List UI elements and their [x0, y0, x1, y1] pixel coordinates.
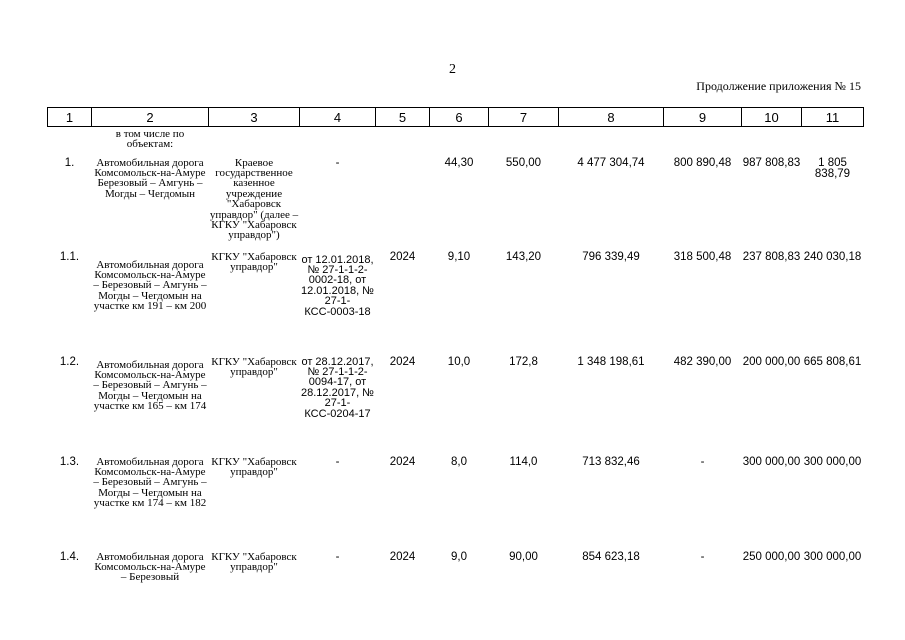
document-ref: - [335, 550, 340, 563]
col-8-value: 1 348 198,61 [577, 355, 645, 368]
col-7-value: 172,8 [509, 355, 538, 368]
col-11-value: 300 000,00 [803, 455, 862, 468]
document-ref: от 28.12.2017, № 27-1-1-2-0094-17, от 28.12.2017, № 27-1-КСС-0204-17 [301, 355, 374, 420]
table-row [48, 252, 864, 357]
col-6-value: 10,0 [447, 355, 471, 368]
header-cell: 9 [664, 108, 742, 127]
customer: КГКУ "Хабаровск управдор" [211, 455, 297, 478]
row-number: 1.4. [59, 550, 80, 563]
subheader-label: в том числе по объектам: [115, 128, 185, 151]
year [376, 153, 430, 252]
col-9-value: - [700, 550, 705, 563]
document-ref: - [335, 156, 340, 169]
col-10-value: 987 808,83 [742, 156, 801, 169]
header-cell: 1 [48, 108, 92, 127]
row-number: 1.1. [59, 250, 80, 263]
year: 2024 [389, 250, 416, 263]
table-row [48, 153, 864, 252]
object-name: Автомобильная дорога Комсомольск-на-Амуре – Березовый – Амгунь – Могды – Чегдомын на участке км 165 – км 174 [93, 358, 207, 413]
document-ref: - [335, 455, 340, 468]
col-8-value: 854 623,18 [582, 550, 640, 563]
col-8-value: 796 339,49 [582, 250, 640, 263]
col-9-value: 482 390,00 [673, 355, 732, 368]
col-10-value: 250 000,00 [742, 550, 801, 563]
customer: КГКУ "Хабаровск управдор" [211, 250, 297, 273]
row-number: 1.3. [59, 455, 80, 468]
table-row [48, 552, 864, 602]
year: 2024 [389, 355, 416, 368]
col-10-value: 200 000,00 [742, 355, 801, 368]
header-cell: 5 [376, 108, 430, 127]
subheader-row [48, 127, 864, 153]
header-cell: 7 [489, 108, 559, 127]
table-row [48, 457, 864, 552]
header-cell: 3 [209, 108, 300, 127]
col-11-value: 665 808,61 [803, 355, 862, 368]
customer: КГКУ "Хабаровск управдор" [211, 550, 297, 573]
page-number: 2 [449, 62, 456, 77]
row-number: 1.2. [59, 355, 80, 368]
col-7-value: 550,00 [505, 156, 542, 169]
col-9-value: 318 500,48 [673, 250, 732, 263]
col-8-value: 713 832,46 [582, 455, 640, 468]
col-7-value: 114,0 [509, 455, 538, 468]
col-6-value: 9,0 [451, 550, 467, 563]
header-cell: 11 [802, 108, 864, 127]
object-name: Автомобильная дорога Комсомольск-на-Амуре – Березовый – Амгунь – Могды – Чегдомын на участке км 174 – км 182 [93, 455, 207, 510]
header-cell: 8 [559, 108, 664, 127]
col-8-value: 4 477 304,74 [577, 156, 645, 169]
customer: Краевое государственное казенное учреждение "Хабаровск управдор" (далее – КГКУ "Хабаровск управдор") [209, 156, 299, 242]
continuation-label: Продолжение приложения № 15 [696, 79, 861, 93]
year: 2024 [389, 550, 416, 563]
col-9-value: - [700, 455, 705, 468]
object-name: Автомобильная дорога Комсомольск-на-Амуре – Березовый [94, 550, 206, 584]
col-11-value: 1 805 838,79 [814, 156, 851, 180]
appendix-table [47, 107, 864, 602]
col-6-value: 8,0 [451, 455, 467, 468]
col-6-value: 9,10 [447, 250, 471, 263]
year: 2024 [389, 455, 416, 468]
row-number: 1. [64, 156, 75, 169]
object-name: Автомобильная дорога Комсомольск-на-Амуре – Березовый – Амгунь – Могды – Чегдомын на участке км 191 – км 200 [93, 258, 207, 313]
col-6-value: 44,30 [444, 156, 474, 169]
col-7-value: 90,00 [509, 550, 538, 563]
header-cell: 6 [430, 108, 489, 127]
customer: КГКУ "Хабаровск управдор" [211, 355, 297, 378]
col-10-value: 300 000,00 [742, 455, 801, 468]
table-row [48, 357, 864, 457]
header-cell: 2 [92, 108, 209, 127]
header-row [48, 108, 864, 127]
header-cell: 10 [742, 108, 802, 127]
col-9-value: 800 890,48 [673, 156, 732, 169]
col-10-value: 237 808,83 [742, 250, 801, 263]
document-ref: от 12.01.2018, № 27-1-1-2-0002-18, от 12.01.2018, № 27-1-КСС-0003-18 [301, 253, 374, 318]
col-11-value: 240 030,18 [803, 250, 862, 263]
col-11-value: 300 000,00 [803, 550, 862, 563]
header-cell: 4 [300, 108, 376, 127]
object-name: Автомобильная дорога Комсомольск-на-Амуре Березовый – Амгунь – Могды – Чегдомын [94, 156, 206, 200]
col-7-value: 143,20 [505, 250, 542, 263]
